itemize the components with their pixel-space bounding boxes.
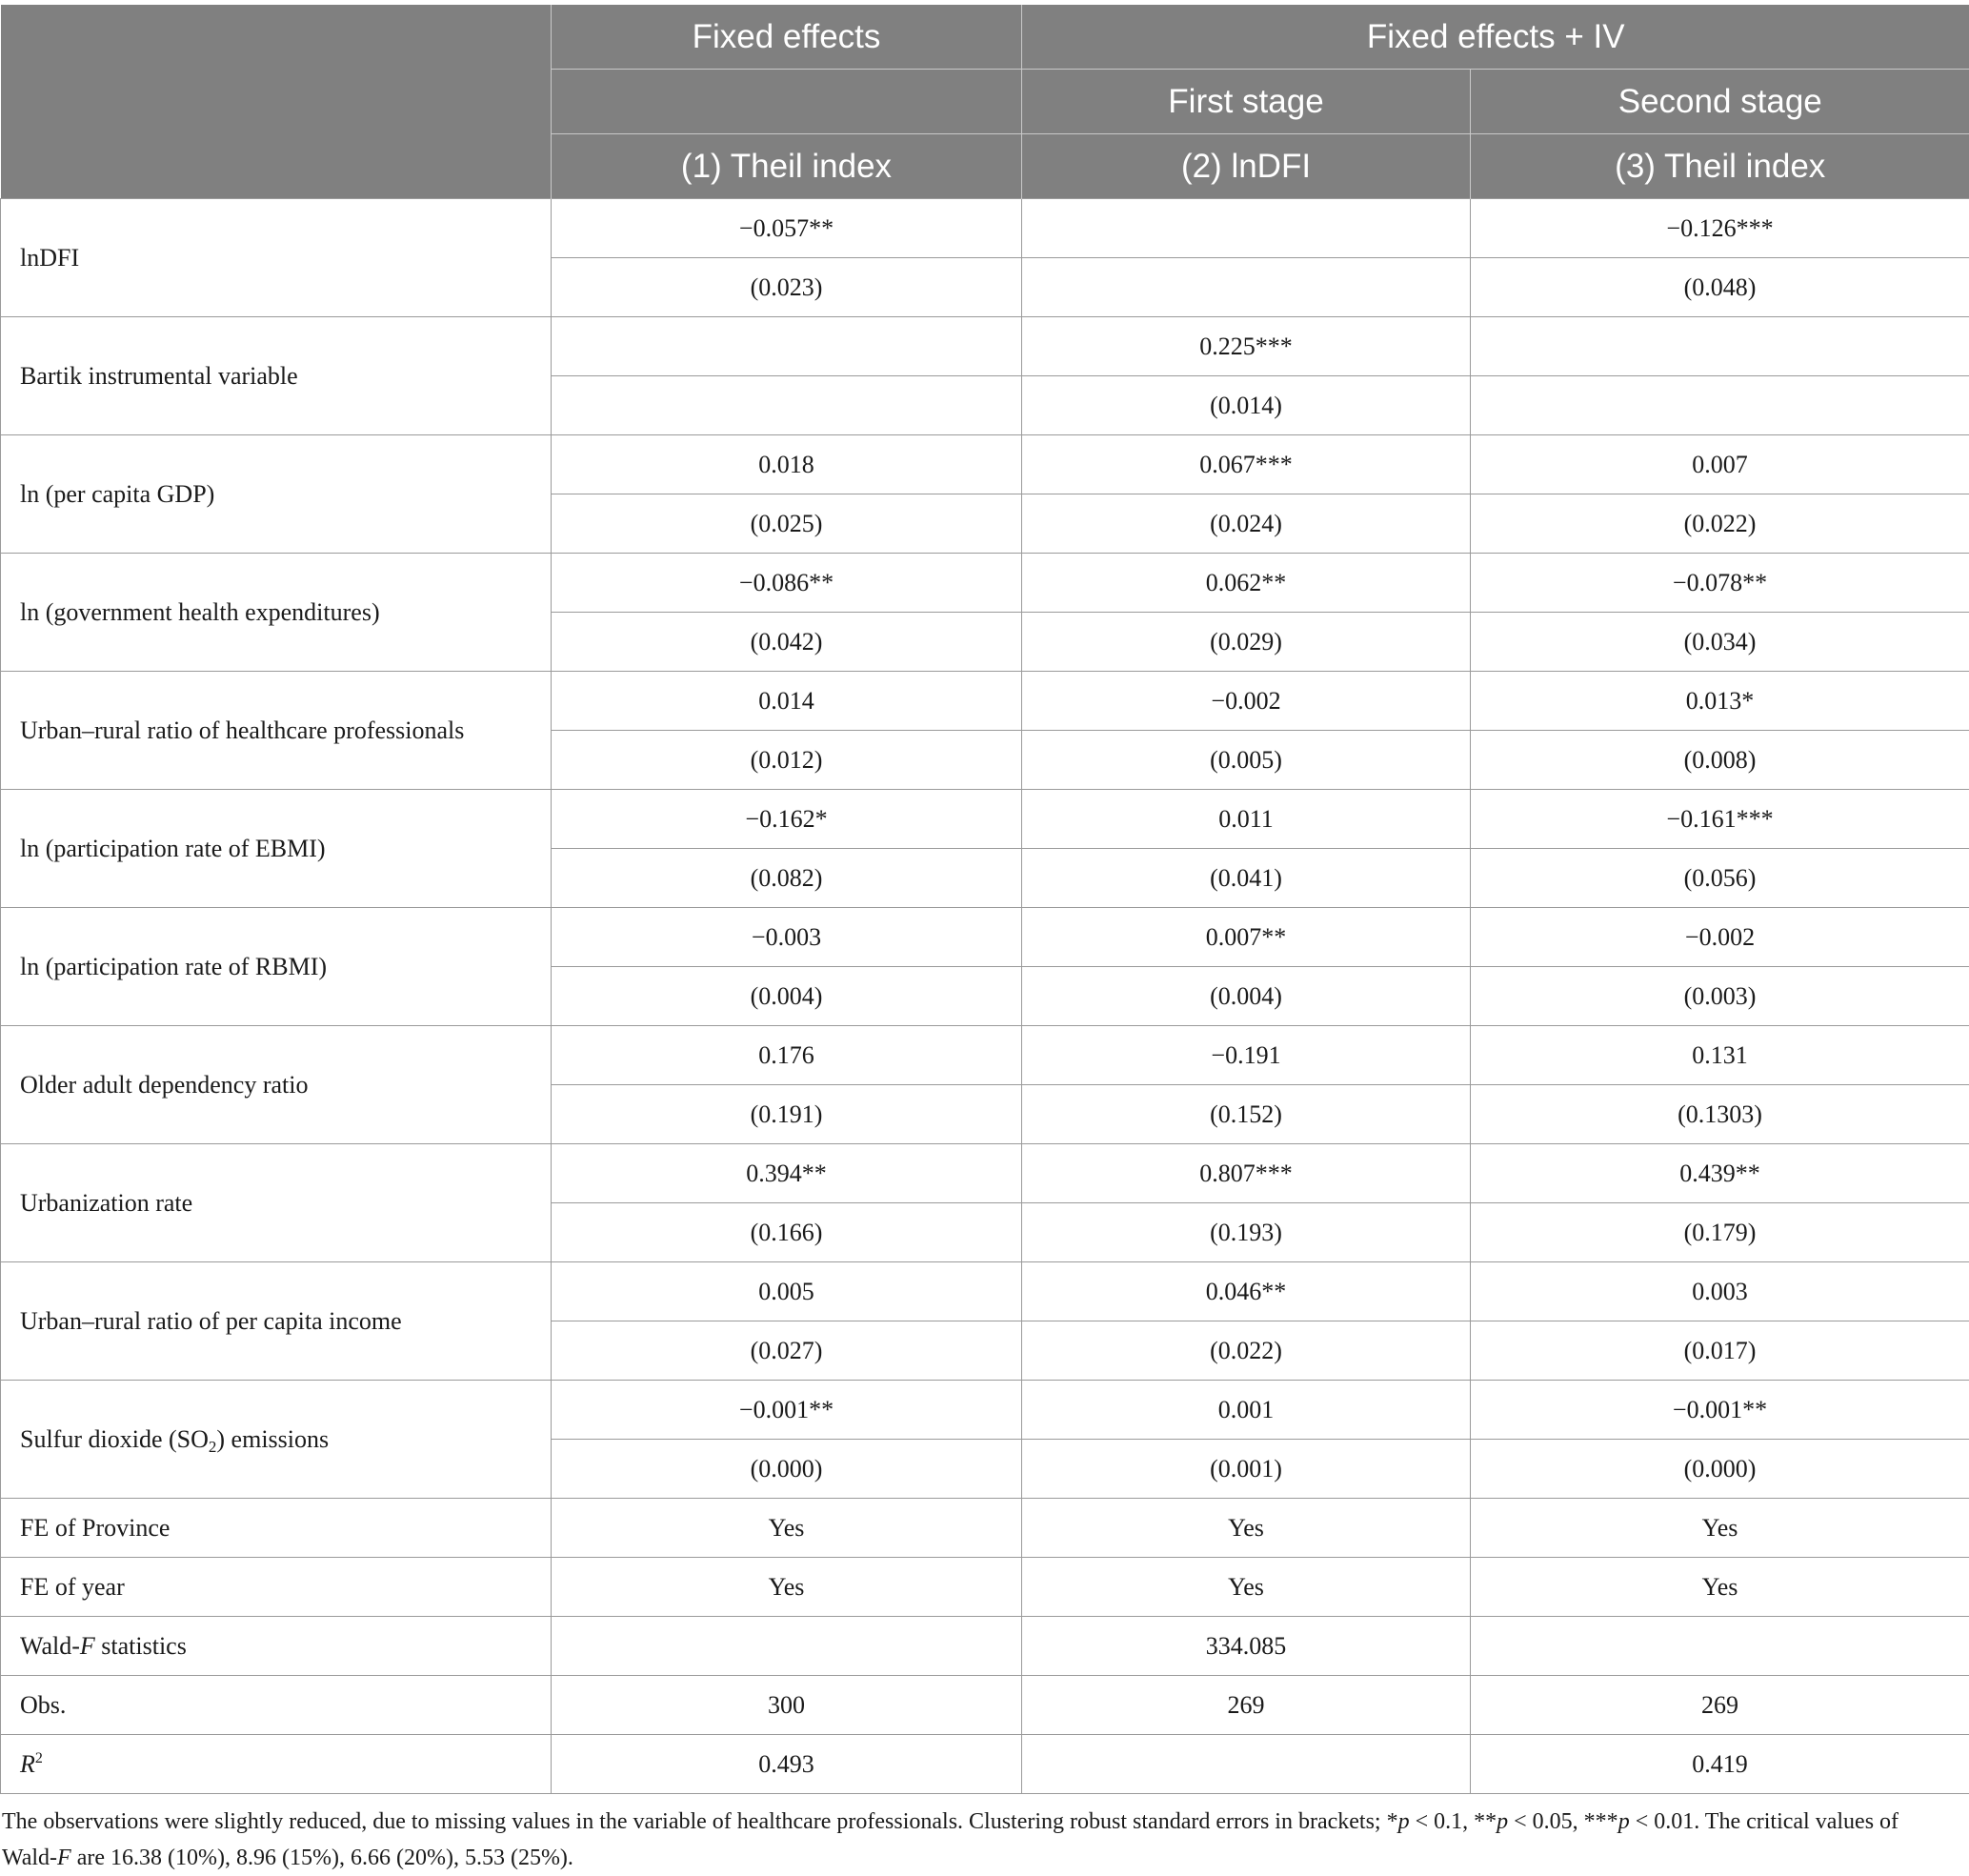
cell-value <box>1471 1617 1969 1676</box>
cell-se: (0.027) <box>552 1321 1022 1381</box>
row-label-post: ) emissions <box>216 1425 329 1453</box>
cell-coef: 0.005 <box>552 1262 1022 1321</box>
row-label-post: statistics <box>95 1632 187 1660</box>
table-row-coef <box>1 790 1969 849</box>
row-label-italic: R <box>20 1750 35 1778</box>
table-row-wald-f <box>1 1617 1969 1676</box>
cell-se: (0.022) <box>1022 1321 1471 1381</box>
cell-coef: −0.086** <box>552 554 1022 613</box>
table-row-coef <box>1 672 1969 731</box>
cell-se: (0.004) <box>1022 967 1471 1026</box>
cell-se: (0.193) <box>1022 1203 1471 1262</box>
footnote-italic-p: p <box>1618 1809 1630 1834</box>
cell-se: (0.003) <box>1471 967 1969 1026</box>
cell-coef: −0.001** <box>1471 1381 1969 1440</box>
cell-se: (0.029) <box>1022 613 1471 672</box>
cell-se <box>1471 376 1969 435</box>
cell-se: (0.025) <box>552 494 1022 554</box>
cell-coef <box>1022 199 1471 258</box>
cell-coef: −0.078** <box>1471 554 1969 613</box>
table-row-coef <box>1 1026 1969 1085</box>
footnote-text: are 16.38 (10%), 8.96 (15%), 6.66 (20%), 5.53 (25%). <box>71 1846 573 1870</box>
row-label-pre: Wald- <box>20 1632 80 1660</box>
cell-coef: 0.062** <box>1022 554 1471 613</box>
footnote-italic-p: p <box>1398 1809 1410 1834</box>
cell-se: (0.082) <box>552 849 1022 908</box>
footnote-text: The observations were slightly reduced, due to missing values in the variable of healthcare professionals. Clustering robust standard errors in brackets; * <box>2 1809 1398 1834</box>
table-row-fe-year <box>1 1558 1969 1617</box>
cell-se: (0.005) <box>1022 731 1471 790</box>
cell-coef: 0.067*** <box>1022 435 1471 494</box>
cell-coef: 0.225*** <box>1022 317 1471 376</box>
cell-value: Yes <box>1022 1499 1471 1558</box>
cell-se: (0.023) <box>552 258 1022 317</box>
cell-value: 0.419 <box>1471 1735 1969 1794</box>
header-stub <box>1 5 552 199</box>
cell-coef: 0.394** <box>552 1144 1022 1203</box>
cell-se: (0.001) <box>1022 1440 1471 1499</box>
header-row-groups <box>1 5 1969 70</box>
cell-se: (0.048) <box>1471 258 1969 317</box>
cell-coef: −0.002 <box>1471 908 1969 967</box>
row-label-sup: 2 <box>35 1750 43 1766</box>
row-label: Urbanization rate <box>1 1144 552 1262</box>
table-header <box>1 5 1969 199</box>
cell-se: (0.041) <box>1022 849 1471 908</box>
cell-coef: −0.191 <box>1022 1026 1471 1085</box>
cell-value: 300 <box>552 1676 1022 1735</box>
cell-value: Yes <box>1022 1558 1471 1617</box>
table-row-fe-province <box>1 1499 1969 1558</box>
cell-coef: 0.013* <box>1471 672 1969 731</box>
cell-coef <box>552 317 1022 376</box>
cell-se: (0.017) <box>1471 1321 1969 1381</box>
footnote-italic-f: F <box>57 1846 71 1870</box>
row-label-pre: Sulfur dioxide (SO <box>20 1425 209 1453</box>
table-row-coef <box>1 317 1969 376</box>
cell-se: (0.042) <box>552 613 1022 672</box>
header-fixed-effects-iv: Fixed effects + IV <box>1022 5 1969 70</box>
table-row-r-squared <box>1 1735 1969 1794</box>
table-row-obs <box>1 1676 1969 1735</box>
cell-coef: 0.176 <box>552 1026 1022 1085</box>
cell-coef: −0.057** <box>552 199 1022 258</box>
row-label: ln (participation rate of RBMI) <box>1 908 552 1026</box>
cell-coef: 0.018 <box>552 435 1022 494</box>
row-label: ln (per capita GDP) <box>1 435 552 554</box>
cell-coef: 0.007 <box>1471 435 1969 494</box>
footnote-text: < 0.01. The critical values of Wald- <box>2 1809 1899 1870</box>
table-row-coef <box>1 199 1969 258</box>
table-row-coef <box>1 435 1969 494</box>
cell-se: (0.152) <box>1022 1085 1471 1144</box>
cell-coef: 0.011 <box>1022 790 1471 849</box>
row-label <box>1 1735 552 1794</box>
cell-value: Yes <box>1471 1499 1969 1558</box>
table-row-coef <box>1 1381 1969 1440</box>
cell-coef: 0.807*** <box>1022 1144 1471 1203</box>
cell-coef: 0.046** <box>1022 1262 1471 1321</box>
cell-se: (0.034) <box>1471 613 1969 672</box>
row-label: Urban–rural ratio of healthcare professionals <box>1 672 552 790</box>
header-empty-stage <box>552 70 1022 134</box>
cell-coef: 0.014 <box>552 672 1022 731</box>
cell-se: (0.191) <box>552 1085 1022 1144</box>
table-row-coef <box>1 554 1969 613</box>
cell-se: (0.014) <box>1022 376 1471 435</box>
regression-table-figure <box>0 5 1969 1876</box>
cell-coef <box>1471 317 1969 376</box>
cell-value <box>552 1617 1022 1676</box>
header-col-1: (1) Theil index <box>552 134 1022 199</box>
cell-coef: 0.003 <box>1471 1262 1969 1321</box>
cell-coef: −0.002 <box>1022 672 1471 731</box>
row-label <box>1 1617 552 1676</box>
cell-coef: 0.001 <box>1022 1381 1471 1440</box>
cell-se: (0.022) <box>1471 494 1969 554</box>
row-label <box>1 1381 552 1499</box>
header-col-3: (3) Theil index <box>1471 134 1969 199</box>
row-label-italic: F <box>80 1632 95 1660</box>
cell-se: (0.012) <box>552 731 1022 790</box>
cell-value: 334.085 <box>1022 1617 1471 1676</box>
cell-coef: −0.003 <box>552 908 1022 967</box>
row-label: ln (government health expenditures) <box>1 554 552 672</box>
cell-value: Yes <box>552 1499 1022 1558</box>
cell-se: (0.056) <box>1471 849 1969 908</box>
footnote-italic-p: p <box>1497 1809 1508 1834</box>
cell-coef: −0.161*** <box>1471 790 1969 849</box>
cell-se <box>1022 258 1471 317</box>
header-first-stage: First stage <box>1022 70 1471 134</box>
cell-se: (0.008) <box>1471 731 1969 790</box>
row-label-sub: 2 <box>209 1438 217 1456</box>
cell-se: (0.000) <box>1471 1440 1969 1499</box>
cell-coef: −0.126*** <box>1471 199 1969 258</box>
row-label: Obs. <box>1 1676 552 1735</box>
footnote-text: < 0.05, *** <box>1508 1809 1618 1834</box>
cell-se: (0.166) <box>552 1203 1022 1262</box>
cell-value: 269 <box>1022 1676 1471 1735</box>
cell-se <box>552 376 1022 435</box>
row-label: Older adult dependency ratio <box>1 1026 552 1144</box>
cell-se: (0.004) <box>552 967 1022 1026</box>
row-label: ln (participation rate of EBMI) <box>1 790 552 908</box>
cell-coef: −0.162* <box>552 790 1022 849</box>
table-row-coef <box>1 1262 1969 1321</box>
row-label: FE of Province <box>1 1499 552 1558</box>
row-label: Urban–rural ratio of per capita income <box>1 1262 552 1381</box>
cell-value: Yes <box>1471 1558 1969 1617</box>
cell-se: (0.1303) <box>1471 1085 1969 1144</box>
cell-value <box>1022 1735 1471 1794</box>
cell-value: Yes <box>552 1558 1022 1617</box>
cell-coef: 0.439** <box>1471 1144 1969 1203</box>
cell-se: (0.024) <box>1022 494 1471 554</box>
cell-value: 0.493 <box>552 1735 1022 1794</box>
table-row-coef <box>1 1144 1969 1203</box>
table-body <box>1 199 1969 1794</box>
regression-results-table <box>0 5 1969 1794</box>
header-fixed-effects: Fixed effects <box>552 5 1022 70</box>
table-footnote <box>0 1804 1955 1876</box>
footnote-text: < 0.1, ** <box>1410 1809 1497 1834</box>
cell-coef: −0.001** <box>552 1381 1022 1440</box>
row-label: lnDFI <box>1 199 552 317</box>
cell-coef: 0.131 <box>1471 1026 1969 1085</box>
row-label: FE of year <box>1 1558 552 1617</box>
row-label: Bartik instrumental variable <box>1 317 552 435</box>
cell-coef: 0.007** <box>1022 908 1471 967</box>
cell-se: (0.179) <box>1471 1203 1969 1262</box>
table-row-coef <box>1 908 1969 967</box>
cell-se: (0.000) <box>552 1440 1022 1499</box>
header-second-stage: Second stage <box>1471 70 1969 134</box>
cell-value: 269 <box>1471 1676 1969 1735</box>
header-col-2: (2) lnDFI <box>1022 134 1471 199</box>
